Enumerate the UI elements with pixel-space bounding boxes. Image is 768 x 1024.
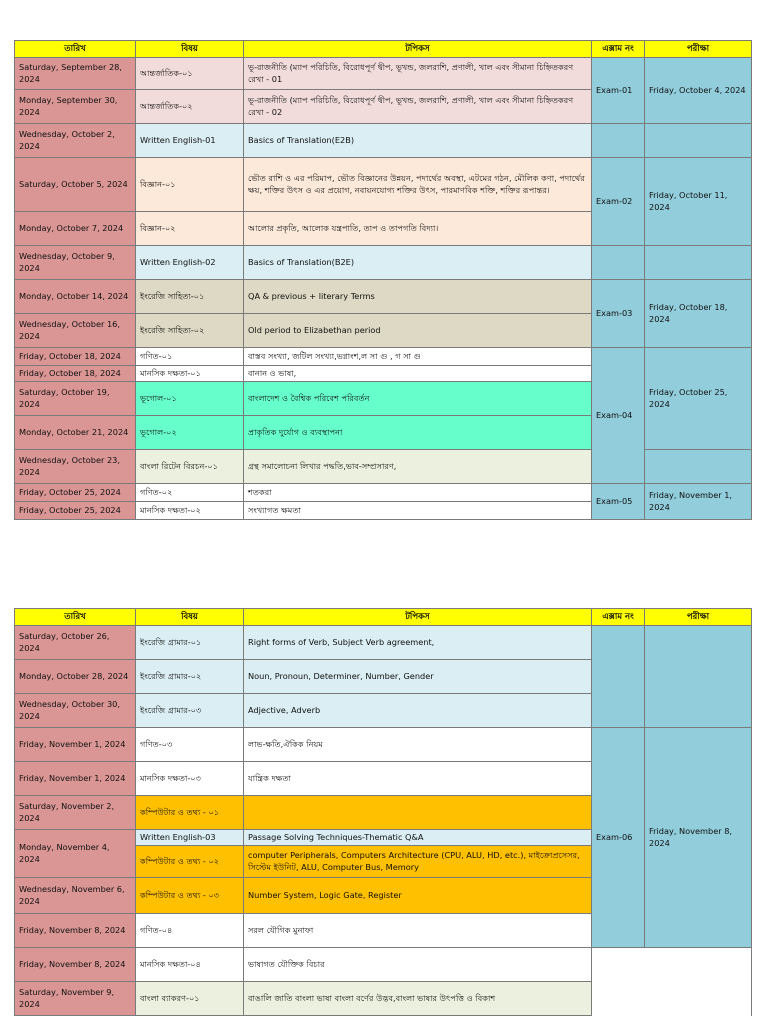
topic-cell: বাঙালি জাতি বাংলা ভাষা বাংলা বর্ণের উদ্ভব,বাংলা ভাষার উৎপত্তি ও বিকাশ: [244, 982, 592, 1016]
exam-number-cell: Exam-06: [592, 728, 645, 948]
subject-cell: বাংলা ব্যাকরণ-০১: [136, 982, 244, 1016]
topic-cell: প্রাকৃতিক দুর্যোগ ও ব্যবস্থাপনা: [244, 416, 592, 450]
header-subject: বিষয়: [136, 41, 244, 58]
topic-cell: আলোর প্রকৃতি, আলোক যন্ত্রপাতি, তাপ ও তাপগতি বিদ্যা।: [244, 212, 592, 246]
table-row: [15, 484, 752, 502]
date-cell: Saturday, October 5, 2024: [15, 158, 136, 212]
topic-cell: Old period to Elizabethan period: [244, 314, 592, 348]
subject-cell: মানসিক দক্ষতা-০৩: [136, 762, 244, 796]
exam-date-cell: [645, 450, 752, 484]
topic-cell: যান্ত্রিক দক্ষতা: [244, 762, 592, 796]
topic-cell: Basics of Translation(E2B): [244, 124, 592, 158]
date-cell: Wednesday, October 23, 2024: [15, 450, 136, 484]
table-row: [15, 58, 752, 90]
exam-date-cell: [645, 124, 752, 158]
subject-cell: ভূগোল-০১: [136, 382, 244, 416]
subject-cell: কম্পিউটার ও তথ্য - ০৩: [136, 878, 244, 914]
topic-cell: বাংলাদেশ ও বৈশ্বিক পরিবেশ পরিবর্তন: [244, 382, 592, 416]
subject-cell: গণিত-০১: [136, 348, 244, 366]
date-cell: Friday, November 1, 2024: [15, 728, 136, 762]
subject-cell: আন্তর্জাতিক-০২: [136, 90, 244, 124]
schedule-table-2: [14, 608, 752, 1016]
table-row: [15, 280, 752, 314]
table-row: [15, 982, 752, 1016]
header-topics: টপিকস: [244, 609, 592, 626]
exam-date-cell: Friday, November 1, 2024: [645, 484, 752, 520]
topic-cell: Number System, Logic Gate, Register: [244, 878, 592, 914]
date-cell: Wednesday, October 9, 2024: [15, 246, 136, 280]
subject-cell: মানসিক দক্ষতা-০২: [136, 502, 244, 520]
date-cell: Monday, October 14, 2024: [15, 280, 136, 314]
topic-cell: সরল যৌগিক মুনাফা: [244, 914, 592, 948]
topic-cell: QA & previous + literary Terms: [244, 280, 592, 314]
exam-date-cell: Friday, October 18, 2024: [645, 280, 752, 348]
header-exam: পরীক্ষা: [645, 41, 752, 58]
topic-cell: [244, 796, 592, 830]
exam-date-cell: Friday, October 4, 2024: [645, 58, 752, 124]
topic-cell: Basics of Translation(B2E): [244, 246, 592, 280]
topic-cell: ভৌত রাশি ও এর পরিমাপ, ভৌত বিজ্ঞানের উন্নয়ন, পদার্থের অবস্থা, এটমের গঠন, মৌলিক কণা, পদার্থের ক্ষয়, শক্তির উৎস ও এর প্রয়োগ, নবায়নযোগ্য শক্তির উৎস, পারমাণবিক শক্তি, শক্তির রূপান্তর।: [244, 158, 592, 212]
subject-cell: কম্পিউটার ও তথ্য - ০২: [136, 846, 244, 878]
date-cell: Friday, October 18, 2024: [15, 366, 136, 382]
header-date: তারিখ: [15, 609, 136, 626]
subject-cell: Written English-03: [136, 830, 244, 846]
header-topics: টপিকস: [244, 41, 592, 58]
topic-cell: ভূ-রাজনীতি (ম্যাপ পরিচিতি, বিরোধপূর্ণ দ্বীপ, ভূখন্ড, জলরাশি, প্রণালী, খাল এবং সীমানা চিহ্নিতকরণ রেখা - 02: [244, 90, 592, 124]
subject-cell: বিজ্ঞান-০২: [136, 212, 244, 246]
schedule-table-1: [14, 40, 752, 520]
date-cell: Monday, November 4, 2024: [15, 830, 136, 878]
table-row: [15, 948, 752, 982]
date-cell: Friday, November 8, 2024: [15, 948, 136, 982]
subject-cell: আন্তর্জাতিক-০১: [136, 58, 244, 90]
exam-number-cell: Exam-04: [592, 348, 645, 484]
date-cell: Saturday, November 2, 2024: [15, 796, 136, 830]
exam-date-cell: [645, 626, 752, 728]
subject-cell: Written English-02: [136, 246, 244, 280]
exam-number-cell: [592, 246, 645, 280]
table-row: [15, 626, 752, 660]
table-row: [15, 246, 752, 280]
exam-date-cell: Friday, October 25, 2024: [645, 348, 752, 450]
exam-number-cell: Exam-03: [592, 280, 645, 348]
exam-date-cell: Friday, October 11, 2024: [645, 158, 752, 246]
exam-number-cell: [592, 124, 645, 158]
date-cell: Friday, November 1, 2024: [15, 762, 136, 796]
date-cell: Wednesday, October 2, 2024: [15, 124, 136, 158]
exam-date-cell: [645, 246, 752, 280]
date-cell: Monday, September 30, 2024: [15, 90, 136, 124]
exam-number-cell: Exam-01: [592, 58, 645, 124]
subject-cell: বিজ্ঞান-০১: [136, 158, 244, 212]
subject-cell: বাংলা রিটেন বিরচন-০১: [136, 450, 244, 484]
subject-cell: ইংরেজি গ্রামার-০৩: [136, 694, 244, 728]
subject-cell: ইংরেজি সাহিত্য-০১: [136, 280, 244, 314]
subject-cell: Written English-01: [136, 124, 244, 158]
exam-number-cell: Exam-05: [592, 484, 645, 520]
exam-date-cell: Friday, November 8, 2024: [645, 728, 752, 948]
date-cell: Wednesday, October 30, 2024: [15, 694, 136, 728]
header-subject: বিষয়: [136, 609, 244, 626]
table-row: [15, 124, 752, 158]
table-row: [15, 348, 752, 366]
topic-cell: ভূ-রাজনীতি (ম্যাপ পরিচিতি, বিরোধপূর্ণ দ্বীপ, ভূখন্ড, জলরাশি, প্রণালী, খাল এবং সীমানা চিহ্নিতকরণ রেখা - 01: [244, 58, 592, 90]
exam-number-cell: [592, 626, 645, 728]
date-cell: Friday, October 25, 2024: [15, 484, 136, 502]
topic-cell: Adjective, Adverb: [244, 694, 592, 728]
date-cell: Monday, October 28, 2024: [15, 660, 136, 694]
subject-cell: মানসিক দক্ষতা-০৪: [136, 948, 244, 982]
date-cell: Friday, October 25, 2024: [15, 502, 136, 520]
subject-cell: গণিত-০৩: [136, 728, 244, 762]
subject-cell: ইংরেজি গ্রামার-০১: [136, 626, 244, 660]
exam-number-cell: Exam-02: [592, 158, 645, 246]
date-cell: Friday, October 18, 2024: [15, 348, 136, 366]
header-exam-no: এক্সাম নং: [592, 609, 645, 626]
date-cell: Saturday, September 28, 2024: [15, 58, 136, 90]
topic-cell: computer Peripherals, Computers Architecture (CPU, ALU, HD, etc.), মাইক্রোপ্রসেসর, সিস্টেম ইউনিট, ALU, Computer Bus, Memory: [244, 846, 592, 878]
subject-cell: কম্পিউটার ও তথ্য - ০১: [136, 796, 244, 830]
topic-cell: Right forms of Verb, Subject Verb agreement,: [244, 626, 592, 660]
topic-cell: বানান ও ভাষা,: [244, 366, 592, 382]
table-header-row: [15, 609, 752, 626]
date-cell: Wednesday, October 16, 2024: [15, 314, 136, 348]
subject-cell: ইংরেজি সাহিত্য-০২: [136, 314, 244, 348]
date-cell: Saturday, November 9, 2024: [15, 982, 136, 1016]
date-cell: Saturday, October 19, 2024: [15, 382, 136, 416]
header-exam: পরীক্ষা: [645, 609, 752, 626]
table-row: [15, 728, 752, 762]
subject-cell: গণিত-০২: [136, 484, 244, 502]
topic-cell: বাস্তব সংখ্যা, জটিল সংখ্যা,ভগ্নাংশ,ল সা গু , গ সা গু: [244, 348, 592, 366]
topic-cell: সংখ্যাগত ক্ষমতা: [244, 502, 592, 520]
date-cell: Friday, November 8, 2024: [15, 914, 136, 948]
header-date: তারিখ: [15, 41, 136, 58]
subject-cell: গণিত-০৪: [136, 914, 244, 948]
date-cell: Monday, October 21, 2024: [15, 416, 136, 450]
topic-cell: ভাষাগত যৌক্তিক বিচার: [244, 948, 592, 982]
subject-cell: মানসিক দক্ষতা-০১: [136, 366, 244, 382]
date-cell: Saturday, October 26, 2024: [15, 626, 136, 660]
date-cell: Monday, October 7, 2024: [15, 212, 136, 246]
table-header-row: [15, 41, 752, 58]
topic-cell: Passage Solving Techniques-Thematic Q&A: [244, 830, 592, 846]
header-exam-no: এক্সাম নং: [592, 41, 645, 58]
subject-cell: ইংরেজি গ্রামার-০২: [136, 660, 244, 694]
date-cell: Wednesday, November 6, 2024: [15, 878, 136, 914]
topic-cell: শতকরা: [244, 484, 592, 502]
topic-cell: গ্রন্থ সমালোচনা লিখার পদ্ধতি,ভাব-সম্প্রসারণ,: [244, 450, 592, 484]
topic-cell: Noun, Pronoun, Determiner, Number, Gender: [244, 660, 592, 694]
topic-cell: লাভ-ক্ষতি,ঐকিক নিয়ম: [244, 728, 592, 762]
subject-cell: ভূগোল-০২: [136, 416, 244, 450]
table-row: [15, 158, 752, 212]
